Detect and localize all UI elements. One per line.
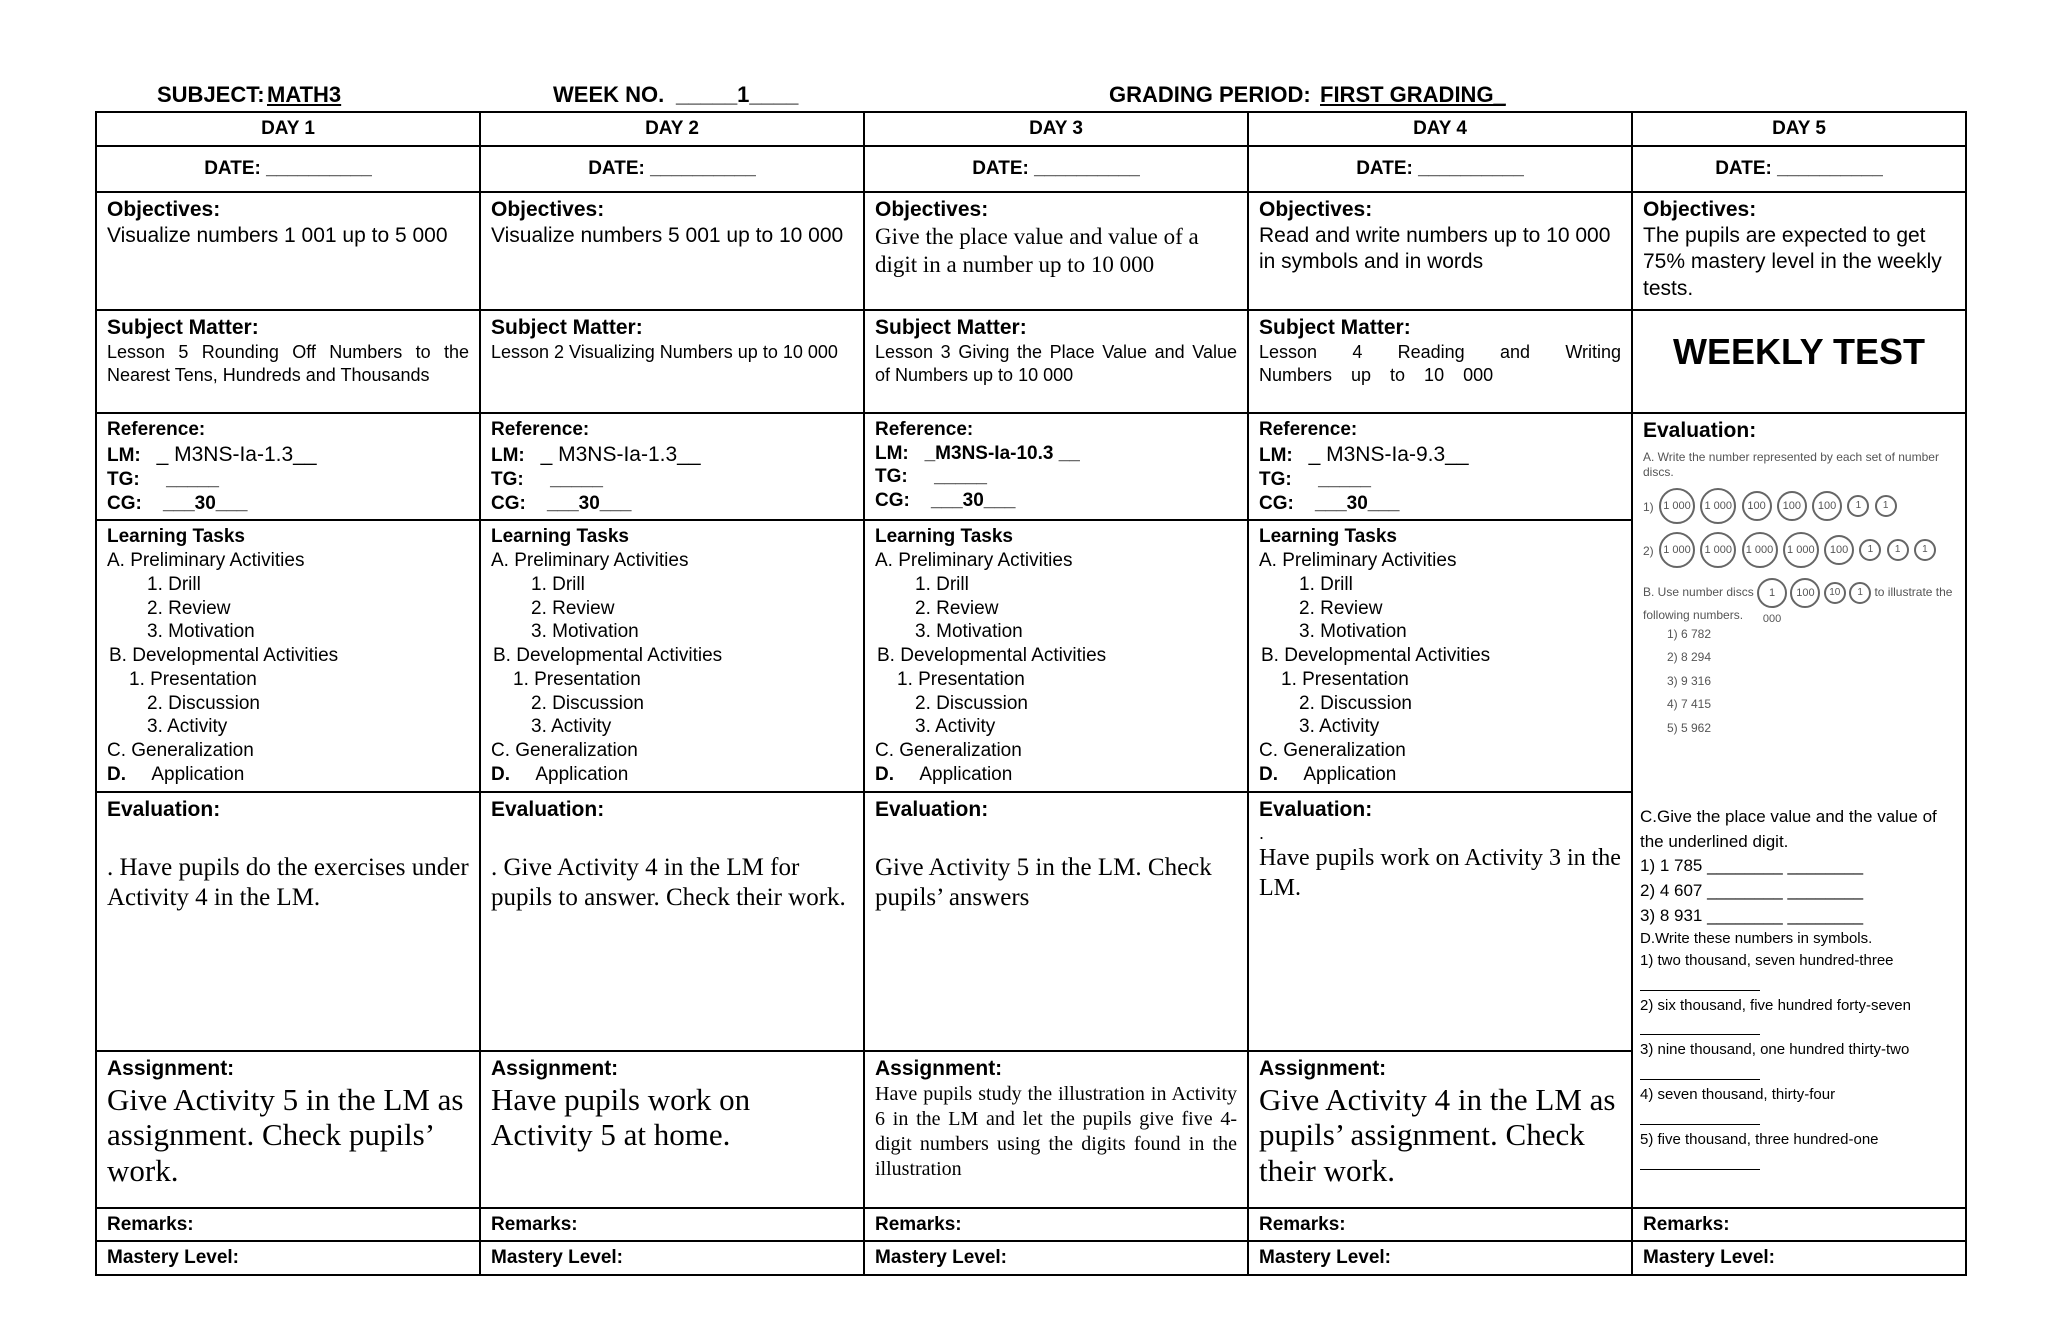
- subject-matter-heading: Subject Matter:: [1259, 315, 1411, 339]
- number-disc: 1 000: [1742, 532, 1778, 568]
- number-disc: 1: [1849, 582, 1871, 604]
- lm-label: LM:: [1259, 444, 1293, 466]
- answer-line: [1640, 1061, 1760, 1080]
- learning-tasks-heading: Learning Tasks: [1259, 526, 1397, 548]
- date-cell: DATE: __________: [864, 146, 1248, 192]
- task-item: 1. Presentation: [129, 668, 257, 690]
- subject-matter-row: [96, 310, 1966, 413]
- task-item: B. Developmental Activities: [109, 645, 339, 666]
- number-disc: 1: [1875, 495, 1897, 517]
- assignment-cell: [1248, 1051, 1632, 1208]
- evaluation-cell: [480, 792, 864, 1051]
- day-4-header: DAY 4: [1248, 112, 1632, 146]
- assignment-cell: [864, 1051, 1248, 1208]
- objectives-heading: Objectives:: [875, 197, 989, 221]
- instruction-b-tail: to illustrate the following numbers.: [1643, 585, 1953, 622]
- objective-text: Give the place value and value of a digit in a number up to 10 000: [875, 224, 1199, 277]
- answer-line: [1640, 1106, 1760, 1125]
- b-item: 3) 9 316: [1667, 673, 1712, 688]
- instruction-b: [1643, 578, 1955, 623]
- day-3-header: DAY 3: [864, 112, 1248, 146]
- task-item: A. Preliminary Activities: [1259, 550, 1457, 571]
- cg-label: CG:: [107, 492, 142, 514]
- evaluation-heading: Evaluation:: [1643, 418, 1757, 442]
- learning-tasks-cell: [480, 520, 864, 791]
- task-item: 3. Motivation: [1299, 621, 1407, 643]
- objectives-heading: Objectives:: [1259, 197, 1373, 221]
- number-disc: 1 000: [1757, 578, 1787, 608]
- cg-value: ___30___: [546, 492, 632, 514]
- task-item: 3. Activity: [1299, 716, 1380, 738]
- assignment-text: Have pupils study the illustration in Activity 6 in the LM and let the pupils give five 4-digit numbers using the digits found in the illustration: [875, 1082, 1237, 1180]
- task-item: 2. Review: [915, 597, 999, 619]
- assignment-heading: Assignment:: [1259, 1056, 1387, 1080]
- evaluation-text: Have pupils work on Activity 3 in the LM.: [1259, 845, 1621, 901]
- number-disc: 100: [1777, 491, 1807, 521]
- lm-code: _M3NS-Ia-10.3 __: [924, 442, 1080, 464]
- date-row: [96, 146, 1966, 192]
- day-1-header: DAY 1: [96, 112, 480, 146]
- learning-tasks-cell: [864, 520, 1248, 791]
- remarks-cell: Remarks:: [96, 1208, 480, 1242]
- evaluation-text: . Have pupils do the exercises under Activity 4 in the LM.: [107, 853, 469, 912]
- number-disc: 100: [1812, 491, 1842, 521]
- learning-tasks-heading: Learning Tasks: [107, 526, 245, 548]
- assignment-text: Have pupils work on Activity 5 at home.: [491, 1081, 751, 1153]
- subject-matter-text: Lesson 3 Giving the Place Value and Value of Numbers up to 10 000: [875, 342, 1237, 386]
- instruction-d: D.Write these numbers in symbols.: [1640, 930, 1873, 948]
- remarks-row: [96, 1208, 1966, 1242]
- subject-matter-text: Lesson 5 Rounding Off Numbers to the Nearest Tens, Hundreds and Thousands: [107, 342, 469, 386]
- date-cell: DATE: __________: [480, 146, 864, 192]
- subject-label: SUBJECT:: [157, 82, 265, 107]
- task-item: 2. Review: [1299, 597, 1383, 619]
- row-label: 1): [1643, 500, 1654, 515]
- tg-value: _____: [166, 468, 219, 490]
- task-text: Application: [151, 763, 245, 785]
- evaluation-text: . Give Activity 4 in the LM for pupils to answer. Check their work.: [491, 853, 846, 912]
- week-label: WEEK NO.: [553, 82, 665, 107]
- remarks-cell: Remarks:: [480, 1208, 864, 1242]
- mastery-cell: Mastery Level:: [96, 1241, 480, 1275]
- cg-label: CG:: [491, 492, 526, 514]
- disc-row-1: [1643, 488, 1955, 524]
- assignment-text: Give Activity 5 in the LM as assignment. Check pupils’ work.: [107, 1081, 464, 1189]
- task-text: Application: [535, 763, 629, 785]
- task-item: 1. Drill: [915, 573, 969, 595]
- remarks-cell: Remarks:: [864, 1208, 1248, 1242]
- assignment-heading: Assignment:: [491, 1056, 619, 1080]
- reference-heading: Reference:: [1259, 418, 1358, 440]
- task-letter: D.: [491, 763, 510, 785]
- task-item: 2. Discussion: [531, 692, 644, 714]
- objective-text: The pupils are expected to get 75% mastery level in the weekly tests.: [1643, 224, 1942, 300]
- task-item: B. Developmental Activities: [877, 645, 1107, 666]
- subject-matter-text: Lesson 4 Reading and Writing Numbers up to 10 000: [1259, 342, 1621, 386]
- task-item: [491, 763, 853, 787]
- tg-label: TG:: [491, 468, 524, 490]
- number-disc: 1: [1914, 539, 1936, 561]
- answer-line: [1640, 1151, 1760, 1170]
- subject-matter-heading: Subject Matter:: [491, 315, 643, 339]
- cg-value: ___30___: [1314, 492, 1400, 514]
- mastery-row: [96, 1241, 1966, 1275]
- task-item: 2. Discussion: [1299, 692, 1412, 714]
- b-item: 1) 6 782: [1667, 627, 1712, 641]
- lm-label: LM:: [875, 442, 909, 464]
- number-disc: 1 000: [1659, 532, 1695, 568]
- subject-matter-cell: [1248, 310, 1632, 413]
- task-item: A. Preliminary Activities: [107, 550, 305, 571]
- evaluation-heading: Evaluation:: [107, 797, 221, 821]
- task-item: B. Developmental Activities: [1261, 645, 1491, 666]
- lm-code: _ M3NS-Ia-9.3__: [1308, 442, 1469, 466]
- task-item: 3. Motivation: [915, 621, 1023, 643]
- task-letter: D.: [107, 763, 126, 785]
- learning-tasks-cell: [96, 520, 480, 791]
- lm-label: LM:: [107, 444, 141, 466]
- period-label: GRADING PERIOD:: [1109, 82, 1311, 107]
- reference-heading: Reference:: [875, 418, 974, 440]
- evaluation-cell: [96, 792, 480, 1051]
- evaluation-dot: .: [1259, 822, 1265, 843]
- evaluation-heading: Evaluation:: [875, 797, 989, 821]
- date-cell: DATE: __________: [1248, 146, 1632, 192]
- task-item: 1. Drill: [1299, 573, 1353, 595]
- objectives-heading: Objectives:: [491, 197, 605, 221]
- subject-value: MATH3: [267, 82, 342, 107]
- reference-cell: [864, 413, 1248, 521]
- tg-label: TG:: [1259, 468, 1292, 490]
- learning-tasks-cell: [1248, 520, 1632, 791]
- task-item: C. Generalization: [1259, 740, 1406, 761]
- answer-line: [1640, 972, 1760, 991]
- day-2-header: DAY 2: [480, 112, 864, 146]
- day5-evaluation-lower: [1640, 805, 1955, 1174]
- period-value: FIRST GRADING_: [1320, 82, 1506, 107]
- mastery-cell: Mastery Level:: [1632, 1241, 1966, 1275]
- number-disc: 1: [1887, 539, 1909, 561]
- task-text: Application: [1303, 763, 1397, 785]
- lm-code: _ M3NS-Ia-1.3__: [156, 442, 317, 466]
- lm-code: _ M3NS-Ia-1.3__: [540, 442, 701, 466]
- objective-text: Read and write numbers up to 10 000 in symbols and in words: [1259, 224, 1611, 274]
- evaluation-text: Give Activity 5 in the LM. Check pupils’ answers: [875, 853, 1212, 912]
- task-item: [107, 763, 469, 787]
- subject-matter-cell: [864, 310, 1248, 413]
- assignment-cell: [96, 1051, 480, 1208]
- learning-tasks-heading: Learning Tasks: [491, 526, 629, 548]
- d-item: 4) seven thousand, thirty-four: [1640, 1086, 1836, 1104]
- task-item: 1. Presentation: [1281, 668, 1409, 690]
- subject-matter-heading: Subject Matter:: [107, 315, 259, 339]
- task-item: A. Preliminary Activities: [491, 550, 689, 571]
- objectives-row: [96, 192, 1966, 310]
- d-item: 3) nine thousand, one hundred thirty-two: [1640, 1041, 1910, 1059]
- objective-text: Visualize numbers 5 001 up to 10 000: [491, 224, 844, 247]
- d-item: 2) six thousand, five hundred forty-seven: [1640, 996, 1911, 1014]
- evaluation-heading: Evaluation:: [1259, 797, 1373, 821]
- instruction-c: C.Give the place value and the value of the underlined digit.: [1640, 807, 1937, 851]
- task-letter: D.: [1259, 763, 1278, 785]
- objectives-cell: [1632, 192, 1966, 310]
- evaluation-heading: Evaluation:: [491, 797, 605, 821]
- reference-cell: [1248, 413, 1632, 521]
- task-item: C. Generalization: [491, 740, 638, 761]
- subject-matter-heading: Subject Matter:: [875, 315, 1027, 339]
- task-item: 3. Activity: [915, 716, 996, 738]
- cg-value: ___30___: [930, 490, 1016, 511]
- mastery-cell: Mastery Level:: [864, 1241, 1248, 1275]
- tg-value: _____: [1318, 468, 1371, 490]
- task-item: A. Preliminary Activities: [875, 550, 1073, 571]
- d-item: 1) two thousand, seven hundred-three: [1640, 951, 1894, 969]
- subject-matter-cell: [96, 310, 480, 413]
- task-item: B. Developmental Activities: [493, 645, 723, 666]
- instruction-b-text: B. Use number discs: [1643, 585, 1754, 600]
- task-item: [1259, 763, 1621, 787]
- objectives-cell: [864, 192, 1248, 310]
- page-header: [95, 80, 1965, 110]
- task-item: 1. Drill: [147, 573, 201, 595]
- task-item: 2. Review: [147, 597, 231, 619]
- objectives-cell: [480, 192, 864, 310]
- reference-heading: Reference:: [107, 418, 206, 440]
- objectives-heading: Objectives:: [107, 197, 221, 221]
- assignment-heading: Assignment:: [875, 1056, 1003, 1080]
- learning-tasks-heading: Learning Tasks: [875, 526, 1013, 548]
- subject-matter-cell: [480, 310, 864, 413]
- task-item: 1. Presentation: [513, 668, 641, 690]
- assignment-text: Give Activity 4 in the LM as pupils’ assignment. Check their work.: [1259, 1081, 1616, 1189]
- objectives-cell: [1248, 192, 1632, 310]
- number-disc: 1 000: [1700, 532, 1736, 568]
- d-item: 5) five thousand, three hundred-one: [1640, 1130, 1879, 1148]
- task-item: 3. Activity: [531, 716, 612, 738]
- tg-value: _____: [934, 466, 987, 488]
- disc-row-2: [1643, 532, 1955, 568]
- assignment-heading: Assignment:: [107, 1056, 235, 1080]
- b-items: [1643, 623, 1955, 740]
- objectives-heading: Objectives:: [1643, 197, 1757, 221]
- task-item: 3. Motivation: [147, 621, 255, 643]
- number-disc: 1: [1847, 495, 1869, 517]
- number-disc: 1 000: [1783, 532, 1819, 568]
- task-letter: D.: [875, 763, 894, 785]
- task-item: 2. Discussion: [147, 692, 260, 714]
- b-item: 4) 7 415: [1667, 697, 1712, 712]
- task-item: [875, 763, 1237, 787]
- number-disc: 100: [1824, 535, 1854, 565]
- remarks-cell: Remarks:: [1632, 1208, 1966, 1242]
- task-item: 2. Discussion: [915, 692, 1028, 714]
- task-item: 1. Presentation: [897, 668, 1025, 690]
- reference-cell: [480, 413, 864, 521]
- instruction-a: A. Write the number represented by each set of number discs.: [1643, 450, 1939, 479]
- cg-label: CG:: [1259, 492, 1294, 514]
- tg-value: _____: [550, 468, 603, 490]
- date-cell: DATE: __________: [96, 146, 480, 192]
- c-item: 1) 1 785 ________ ________: [1640, 856, 1864, 876]
- remarks-cell: Remarks:: [1248, 1208, 1632, 1242]
- tg-label: TG:: [875, 466, 908, 488]
- cg-value: ___30___: [162, 492, 248, 514]
- reference-heading: Reference:: [491, 418, 590, 440]
- b-item: 2) 8 294: [1667, 650, 1712, 665]
- week-value: _____1____: [676, 82, 799, 107]
- date-cell: DATE: __________: [1632, 146, 1966, 192]
- number-disc: 1: [1859, 539, 1881, 561]
- task-text: Application: [919, 763, 1013, 785]
- objective-text: Visualize numbers 1 001 up to 5 000: [107, 224, 448, 247]
- c-item: 3) 8 931 ________ ________: [1640, 905, 1864, 925]
- day-5-header: DAY 5: [1632, 112, 1966, 146]
- number-disc: 10: [1824, 582, 1846, 604]
- subject-matter-text: Lesson 2 Visualizing Numbers up to 10 000: [491, 342, 838, 362]
- answer-line: [1640, 1016, 1760, 1035]
- weekly-test-title: WEEKLY TEST: [1672, 330, 1926, 372]
- number-disc: 1 000: [1659, 488, 1695, 524]
- evaluation-cell: [1248, 792, 1632, 1051]
- number-disc: 100: [1742, 491, 1772, 521]
- weekly-test-cell: [1632, 310, 1966, 413]
- day-header-row: [96, 112, 1966, 146]
- number-disc: 1 000: [1700, 488, 1736, 524]
- b-item: 5) 5 962: [1667, 720, 1712, 735]
- mastery-cell: Mastery Level:: [1248, 1241, 1632, 1275]
- c-item: 2) 4 607 ________ ________: [1640, 880, 1864, 900]
- task-item: C. Generalization: [107, 740, 254, 761]
- task-item: 2. Review: [531, 597, 615, 619]
- lm-label: LM:: [491, 444, 525, 466]
- objectives-cell: [96, 192, 480, 310]
- task-item: 3. Motivation: [531, 621, 639, 643]
- cg-label: CG:: [875, 490, 910, 511]
- number-disc: 100: [1790, 578, 1820, 608]
- row-label: 2): [1643, 544, 1654, 559]
- reference-row: [96, 413, 1966, 521]
- task-item: 3. Activity: [147, 716, 228, 738]
- task-item: 1. Drill: [531, 573, 585, 595]
- tg-label: TG:: [107, 468, 140, 490]
- task-item: C. Generalization: [875, 740, 1022, 761]
- reference-cell: [96, 413, 480, 521]
- mastery-cell: Mastery Level:: [480, 1241, 864, 1275]
- evaluation-cell: [864, 792, 1248, 1051]
- assignment-cell: [480, 1051, 864, 1208]
